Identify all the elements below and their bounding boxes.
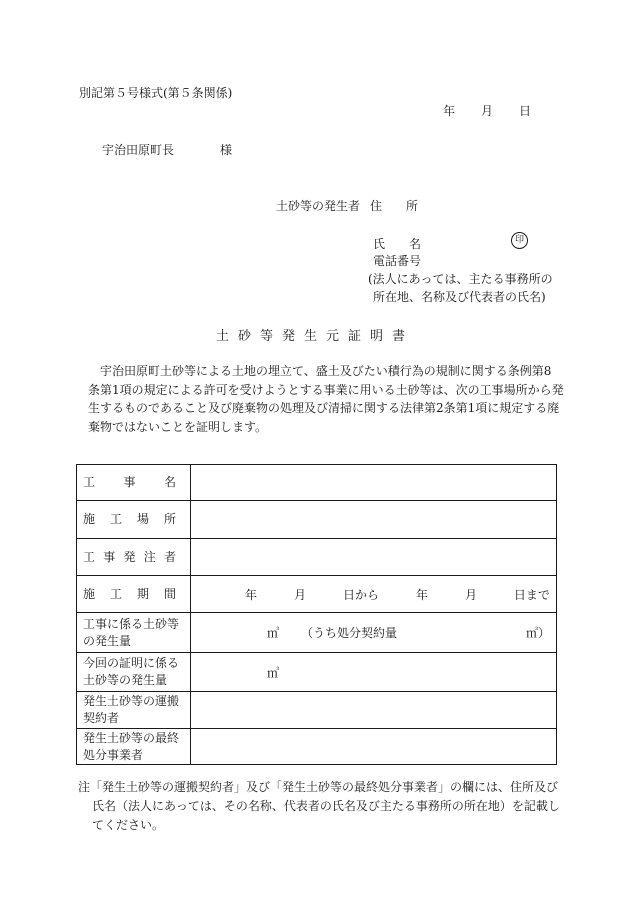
disposal-unit: ㎥） <box>525 626 550 640</box>
body-line-2: 条第1項の規定による許可を受けようとする事業に用いる土砂等は、次の工事場所から発 <box>88 382 564 397</box>
row-label-disposal-operator: 発生土砂等の最終 処分事業者 <box>77 729 191 765</box>
certification-body <box>88 362 564 436</box>
table-row <box>77 501 557 539</box>
table-row <box>77 613 557 653</box>
disposal-operator-field[interactable] <box>191 729 557 765</box>
end-day: 日まで <box>513 587 550 602</box>
form-number: 別記第５号様式(第５条関係) <box>79 86 233 100</box>
document-title: 土砂等発生元証明書 <box>215 329 414 344</box>
table-row <box>77 729 557 765</box>
date-day: 日 <box>519 104 532 118</box>
certified-volume-field[interactable] <box>191 653 557 692</box>
total-volume-field[interactable] <box>191 613 557 653</box>
row-label-client: 工 事 発 注 者 <box>77 539 191 576</box>
footnote-line-2: 氏名（法人にあっては、その名称、代表者の氏名及び主たる事務所の所在地）を記載し <box>92 799 560 813</box>
body-line-4: 棄物ではないことを証明します。 <box>88 419 268 434</box>
date-month: 月 <box>481 104 494 118</box>
address-label: 住 所 <box>370 199 419 213</box>
issuer-address-row <box>276 197 418 214</box>
end-month: 月 <box>464 587 477 602</box>
start-day: 日から <box>342 587 379 602</box>
transport-contractor-field[interactable] <box>191 692 557 729</box>
start-month: 月 <box>293 587 306 602</box>
footnote-line-3: てください。 <box>92 818 165 832</box>
footnote <box>78 778 558 835</box>
row-label-transport-contractor: 発生土砂等の運搬 契約者 <box>77 692 191 729</box>
table-row <box>77 576 557 613</box>
row-label-total-volume: 工事に係る土砂等 の発生量 <box>77 613 191 653</box>
row-label-project-name: 工 事 名 <box>77 465 191 501</box>
seal-mark: 印 <box>511 232 528 249</box>
unit-m3: ㎥ <box>267 665 280 680</box>
row-label-site: 施 工 場 所 <box>77 501 191 539</box>
client-field[interactable] <box>191 539 557 576</box>
project-name-field[interactable] <box>191 465 557 501</box>
body-line-3: 生するものであること及び廃棄物の処理及び清掃に関する法律第2条第1項に規定する廃 <box>88 401 560 415</box>
footnote-line-1: 注「発生土砂等の運搬契約者」及び「発生土砂等の最終処分事業者」の欄には、住所及び <box>78 780 559 794</box>
unit-m3: ㎥ <box>267 626 280 640</box>
table-row <box>77 692 557 729</box>
date-year: 年 <box>443 104 456 118</box>
corp-note-line2: 所在地、名称及び代表者の氏名) <box>373 290 546 304</box>
date-line <box>443 102 531 119</box>
end-year: 年 <box>415 587 428 602</box>
row-label-period: 施 工 期 間 <box>77 576 191 613</box>
issuer-label: 土砂等の発生者 <box>276 199 361 213</box>
site-field[interactable] <box>191 501 557 539</box>
addressee <box>102 141 232 158</box>
addressee-honorific: 様 <box>220 143 233 157</box>
table-row <box>77 465 557 501</box>
body-line-1: 宇治田原町土砂等による土地の埋立て、盛土及びたい積行為の規制に関する条例第8 <box>100 364 552 378</box>
phone-label: 電話番号 <box>373 254 422 268</box>
addressee-name: 宇治田原町長 <box>102 143 175 157</box>
table-row <box>77 539 557 576</box>
table-row <box>77 653 557 692</box>
period-field[interactable] <box>191 576 557 613</box>
row-label-certified-volume: 今回の証明に係る 土砂等の発生量 <box>77 653 191 692</box>
certificate-table <box>76 464 557 765</box>
start-year: 年 <box>245 587 258 602</box>
corp-note-line1: (法人にあっては、主たる事務所の <box>368 272 553 286</box>
name-label: 氏 名 <box>373 237 422 251</box>
disposal-note: （うち処分契約量 <box>301 626 398 640</box>
